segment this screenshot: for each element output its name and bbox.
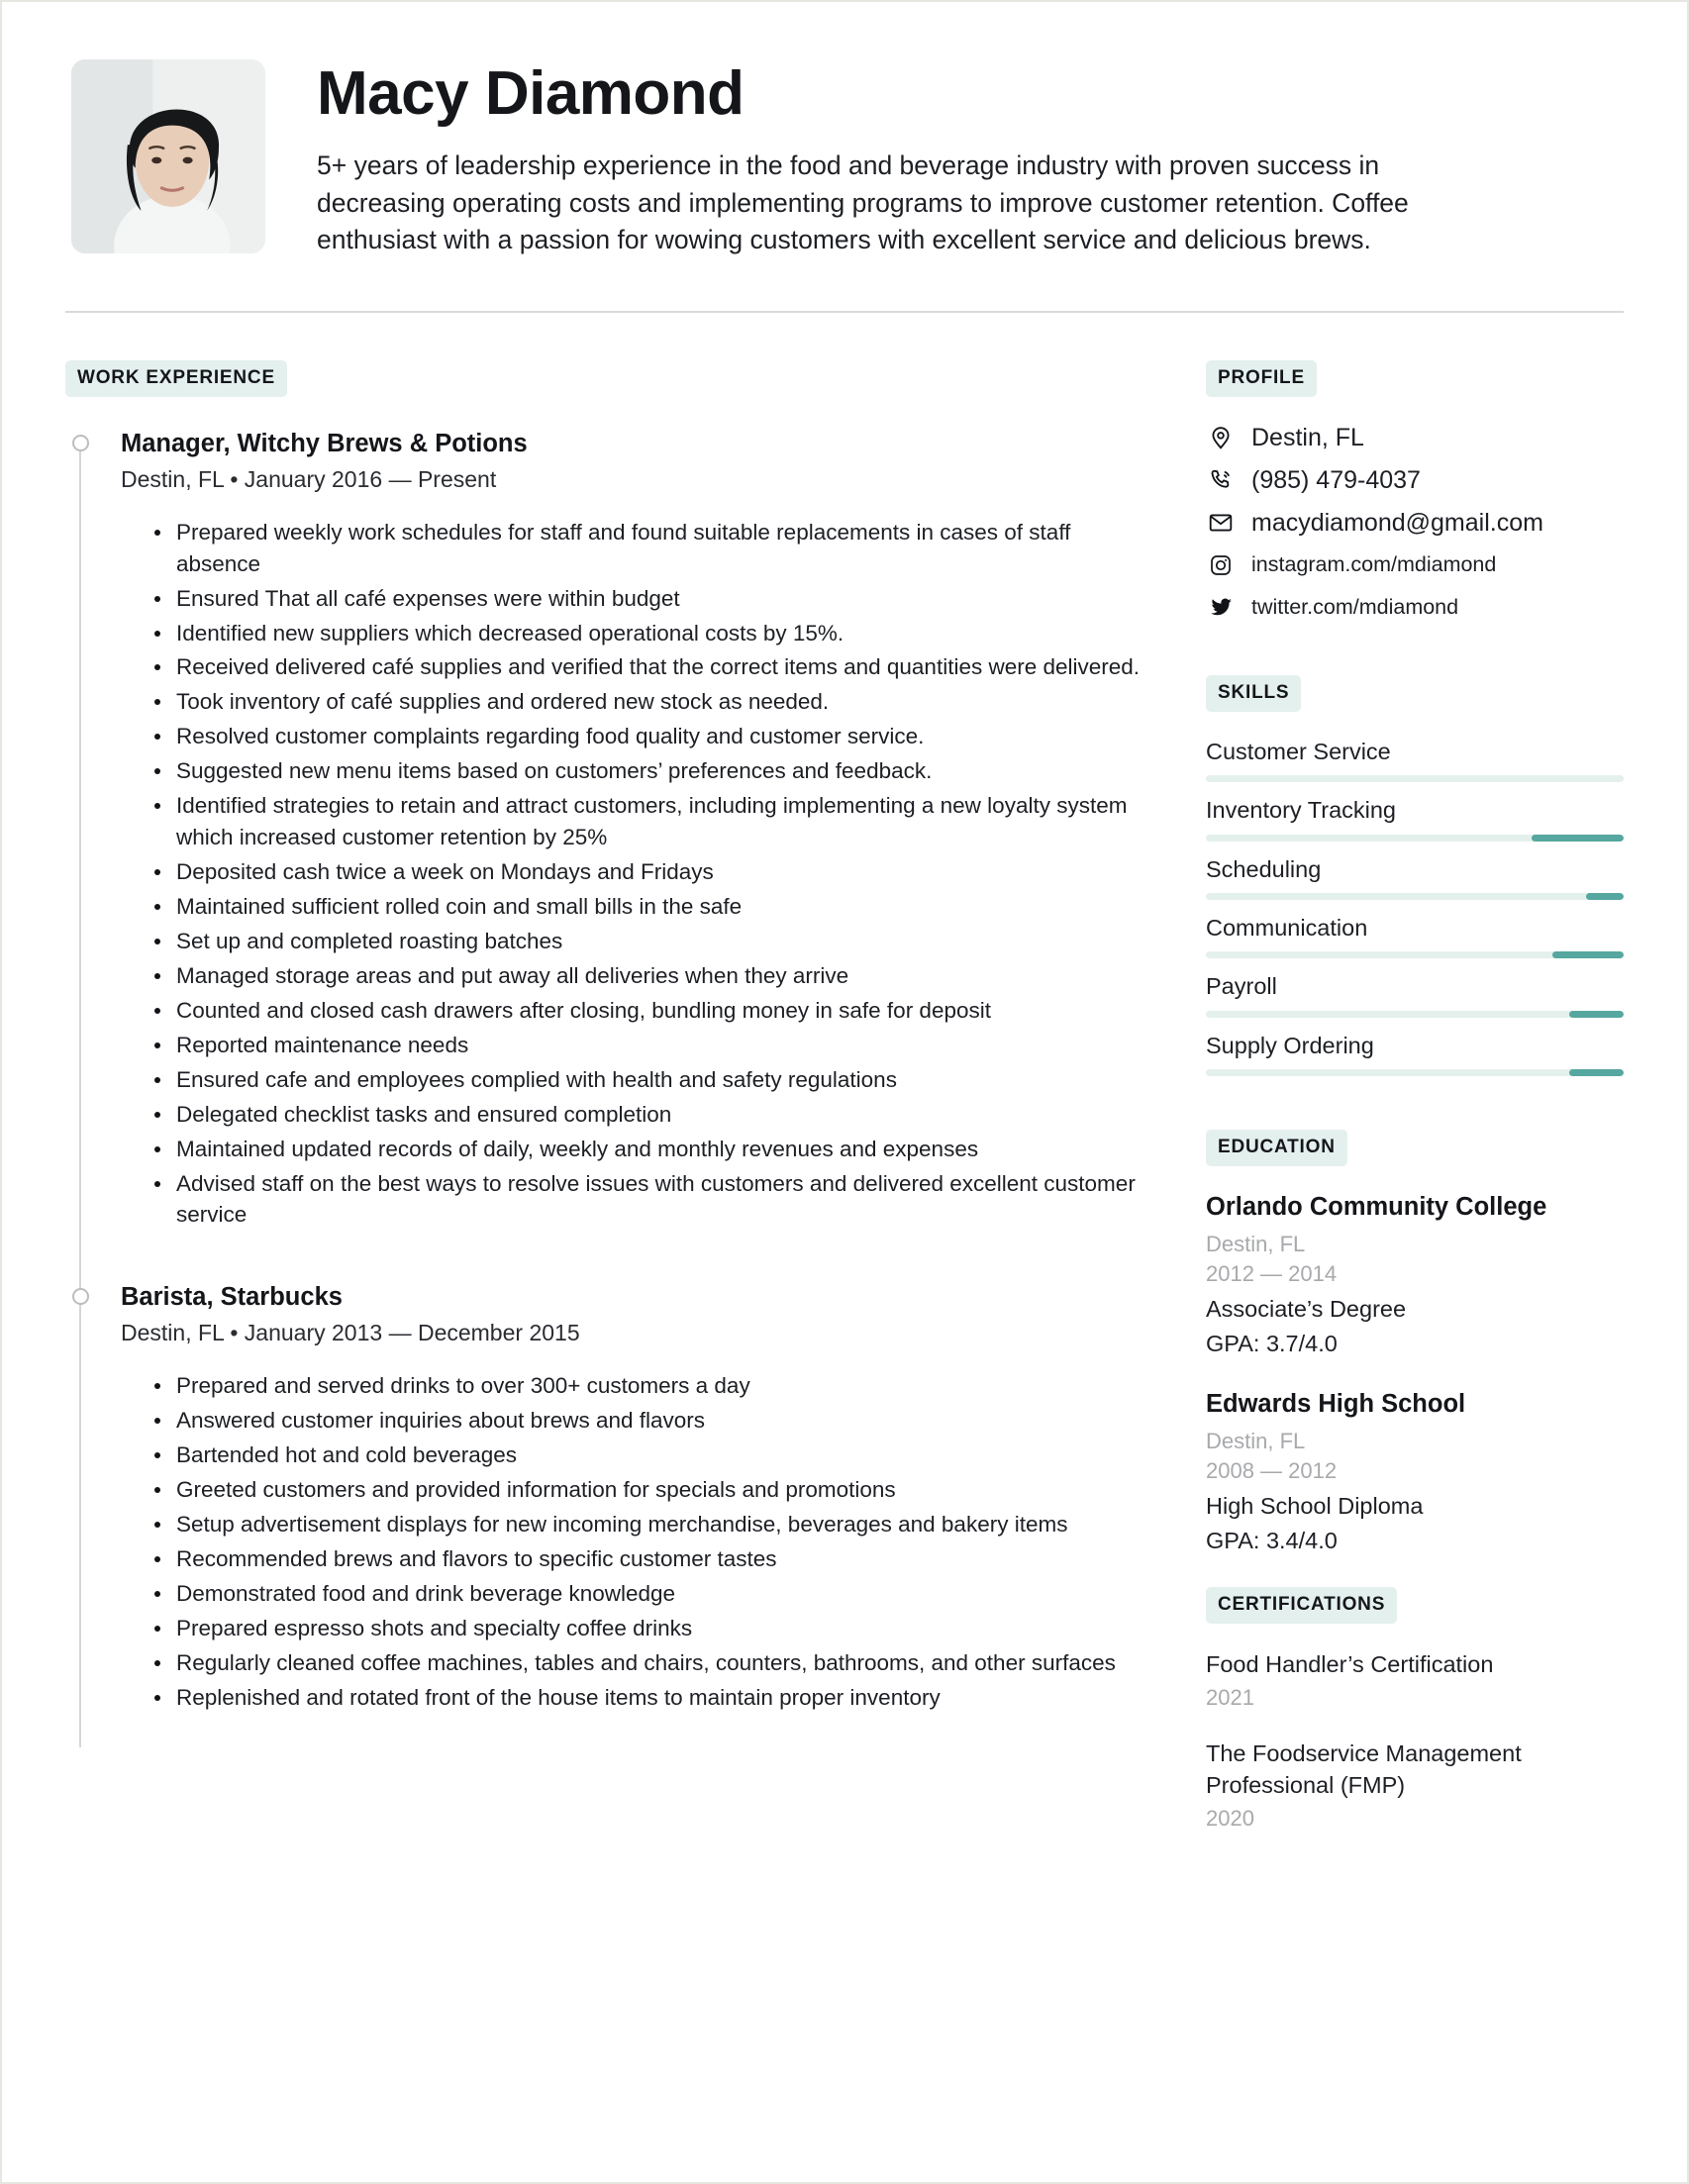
list-item: Received delivered café supplies and verified that the correct items and quantities were delivered.: [154, 651, 1144, 683]
job-meta: Destin, FL • January 2013 — December 2015: [121, 1320, 580, 1346]
list-item: Managed storage areas and put away all deliveries when they arrive: [154, 960, 1144, 992]
contact-item-twitter[interactable]: [1206, 593, 1624, 623]
spacer: [1206, 636, 1624, 675]
school-years: 2012 — 2014: [1206, 1261, 1338, 1287]
education-list: [1206, 1192, 1624, 1556]
list-item: Maintained updated records of daily, weekly and monthly revenues and expenses: [154, 1134, 1144, 1165]
list-item: Answered customer inquiries about brews and flavors: [154, 1405, 1144, 1437]
list-item: Regularly cleaned coffee machines, tables and chairs, counters, bathrooms, and other surfaces: [154, 1647, 1144, 1679]
list-item: Identified new suppliers which decreased operational costs by 15%.: [154, 618, 1144, 649]
skill-bar-track: [1206, 951, 1624, 958]
section-heading-education: EDUCATION: [1206, 1130, 1347, 1166]
list-item: Bartended hot and cold beverages: [154, 1439, 1144, 1471]
education-section: [1206, 1130, 1624, 1556]
skill-bar-fill: [1586, 893, 1624, 900]
contact-text: twitter.com/mdiamond: [1251, 595, 1459, 620]
certification-item: [1206, 1738, 1624, 1834]
list-item: Reported maintenance needs: [154, 1030, 1144, 1061]
section-heading-work-experience: WORK EXPERIENCE: [65, 360, 287, 397]
list-item: Deposited cash twice a week on Mondays and Fridays: [154, 856, 1144, 888]
skill-bar-track: [1206, 893, 1624, 900]
section-heading-certifications: CERTIFICATIONS: [1206, 1587, 1397, 1624]
skill-bar-fill: [1569, 1069, 1624, 1076]
degree: Associate’s Degree: [1206, 1295, 1407, 1322]
skill-item: [1206, 796, 1624, 841]
profile-summary: 5+ years of leadership experience in the food and beverage industry with proven success in decreasing operating costs and implementing programs to improve customer retention. Coffee enthusiast with a passion for wowing customers with excellent service and delicious brews.: [317, 150, 1409, 255]
skill-label: Payroll: [1206, 973, 1277, 1000]
list-item: Counted and closed cash drawers after closing, bundling money in safe for deposit: [154, 995, 1144, 1027]
list-item: Ensured That all café expenses were within budget: [154, 583, 1144, 615]
timeline-dot-icon: [72, 435, 89, 451]
spacer: [1206, 1090, 1624, 1130]
skill-label: Scheduling: [1206, 855, 1322, 882]
list-item: Resolved customer complaints regarding food quality and customer service.: [154, 721, 1144, 752]
school-location: Destin, FL: [1206, 1428, 1306, 1453]
skill-item: [1206, 914, 1624, 958]
resume-header: [65, 59, 1624, 259]
section-heading-profile: PROFILE: [1206, 360, 1317, 397]
list-item: Suggested new menu items based on customers’ preferences and feedback.: [154, 755, 1144, 787]
job-title: Manager, Witchy Brews & Potions: [121, 429, 528, 457]
contact-item-location[interactable]: [1206, 423, 1624, 452]
resume-body: [65, 360, 1624, 1859]
profile-photo-icon: [71, 59, 265, 253]
skill-bar-track: [1206, 835, 1624, 842]
list-item: Demonstrated food and drink beverage knowledge: [154, 1578, 1144, 1610]
timeline-dot-icon: [72, 1288, 89, 1305]
list-item: Identified strategies to retain and attract customers, including implementing a new loyalty system which increased customer retention by 25%: [154, 790, 1144, 853]
job-bullet-list: [121, 517, 1144, 1232]
location-pin-icon: [1206, 423, 1236, 452]
avatar: [71, 59, 265, 253]
envelope-icon: [1206, 508, 1236, 538]
header-text-block: [317, 59, 1624, 259]
list-item: Greeted customers and provided information for specials and promotions: [154, 1474, 1144, 1506]
list-item: Ensured cafe and employees complied with health and safety regulations: [154, 1064, 1144, 1096]
degree: High School Diploma: [1206, 1492, 1424, 1519]
twitter-icon: [1206, 593, 1236, 623]
education-item: [1206, 1192, 1624, 1359]
school-years: 2008 — 2012: [1206, 1458, 1338, 1484]
contact-item-phone[interactable]: [1206, 465, 1624, 495]
skill-item: [1206, 738, 1624, 782]
contact-text: (985) 479-4037: [1251, 465, 1421, 494]
list-item: Recommended brews and flavors to specific customer tastes: [154, 1543, 1144, 1575]
sidebar-column: [1206, 360, 1624, 1859]
page-title: Macy Diamond: [317, 59, 745, 128]
header-divider: [65, 311, 1624, 313]
certification-year: 2021: [1206, 1685, 1254, 1711]
school-location: Destin, FL: [1206, 1231, 1306, 1256]
skills-section: [1206, 675, 1624, 1076]
job-bullet-list: [121, 1370, 1144, 1713]
contact-item-email[interactable]: [1206, 508, 1624, 538]
skill-label: Customer Service: [1206, 738, 1391, 764]
list-item: Delegated checklist tasks and ensured completion: [154, 1099, 1144, 1131]
skill-label: Inventory Tracking: [1206, 797, 1397, 824]
instagram-icon: [1206, 550, 1236, 580]
certification-item: [1206, 1649, 1624, 1713]
list-item: Set up and completed roasting batches: [154, 926, 1144, 957]
list-item: Setup advertisement displays for new incoming merchandise, beverages and bakery items: [154, 1509, 1144, 1540]
certifications-section: [1206, 1587, 1624, 1835]
job-title: Barista, Starbucks: [121, 1283, 343, 1312]
certification-name: Food Handler’s Certification: [1206, 1650, 1494, 1677]
education-item: [1206, 1389, 1624, 1556]
skill-bar-track: [1206, 1069, 1624, 1076]
contact-item-instagram[interactable]: [1206, 550, 1624, 580]
gpa: GPA: 3.7/4.0: [1206, 1330, 1338, 1356]
skill-bar-track: [1206, 775, 1624, 782]
profile-section: [1206, 360, 1624, 623]
contact-text: Destin, FL: [1251, 423, 1364, 451]
skill-label: Communication: [1206, 915, 1368, 942]
certification-year: 2020: [1206, 1806, 1254, 1832]
list-item: Advised staff on the best ways to resolve issues with customers and delivered excellent customer service: [154, 1168, 1144, 1232]
work-experience-item: [121, 1282, 1144, 1713]
skills-list: [1206, 738, 1624, 1076]
work-experience-timeline: [65, 429, 1144, 1714]
skill-item: [1206, 1032, 1624, 1076]
contact-text: macydiamond@gmail.com: [1251, 508, 1543, 537]
main-column: [65, 360, 1144, 1717]
list-item: Maintained sufficient rolled coin and small bills in the safe: [154, 891, 1144, 923]
school-name: Orlando Community College: [1206, 1193, 1547, 1222]
phone-icon: [1206, 465, 1236, 495]
contact-text: instagram.com/mdiamond: [1251, 552, 1497, 577]
skill-item: [1206, 855, 1624, 900]
list-item: Prepared weekly work schedules for staff and found suitable replacements in cases of staff absence: [154, 517, 1144, 580]
skill-bar-fill: [1569, 1011, 1624, 1018]
certifications-list: [1206, 1649, 1624, 1835]
job-meta: Destin, FL • January 2016 — Present: [121, 465, 497, 492]
section-heading-skills: SKILLS: [1206, 675, 1301, 712]
list-item: Replenished and rotated front of the house items to maintain proper inventory: [154, 1682, 1144, 1714]
list-item: Prepared and served drinks to over 300+ customers a day: [154, 1370, 1144, 1402]
skill-label: Supply Ordering: [1206, 1032, 1374, 1058]
skill-bar-fill: [1532, 835, 1624, 842]
skill-bar-fill: [1552, 951, 1624, 958]
skill-bar-track: [1206, 1011, 1624, 1018]
gpa: GPA: 3.4/4.0: [1206, 1528, 1338, 1554]
school-name: Edwards High School: [1206, 1390, 1466, 1419]
certification-name: The Foodservice Management Professional (FMP): [1206, 1739, 1522, 1798]
list-item: Took inventory of café supplies and ordered new stock as needed.: [154, 686, 1144, 718]
contact-list: [1206, 423, 1624, 623]
list-item: Prepared espresso shots and specialty coffee drinks: [154, 1613, 1144, 1644]
skill-item: [1206, 972, 1624, 1017]
work-experience-item: [121, 429, 1144, 1231]
